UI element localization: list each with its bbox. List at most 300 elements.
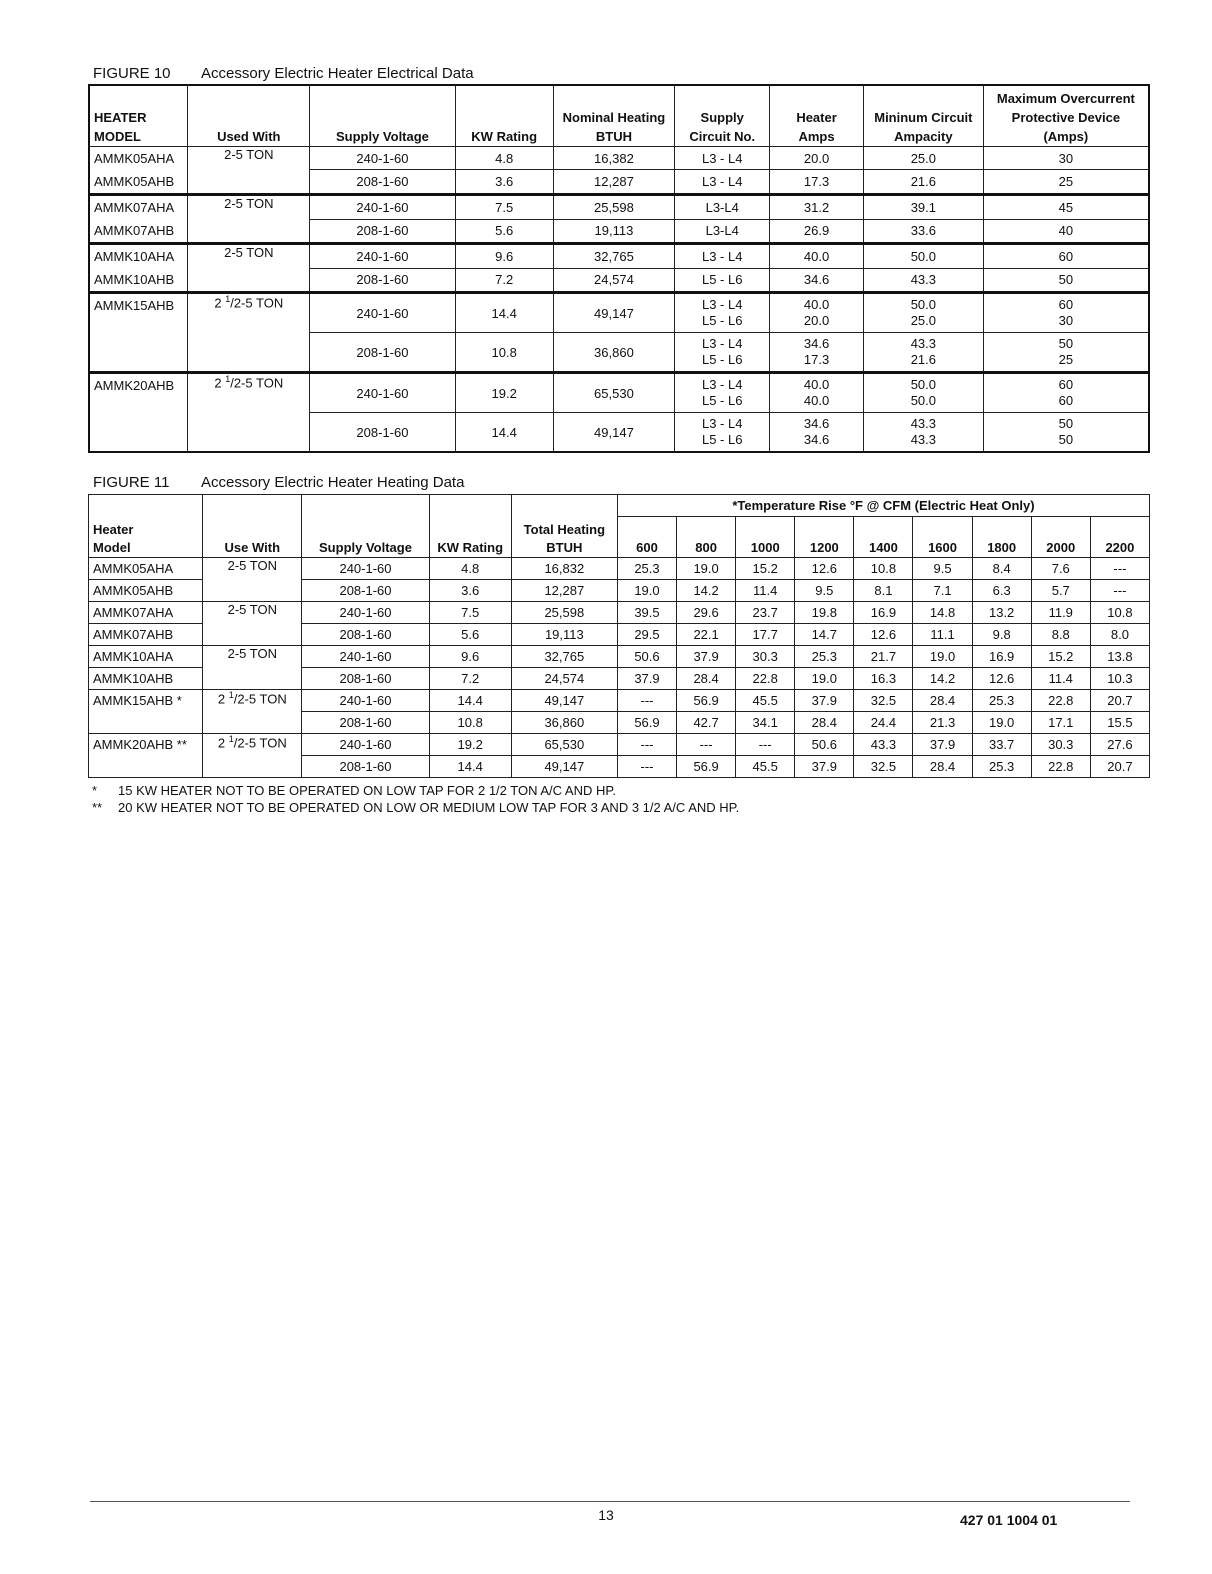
mocp-value: 60 xyxy=(1058,377,1074,392)
temp-rise-value: 32.5 xyxy=(854,690,913,712)
mca-cell xyxy=(863,333,983,373)
temp-rise-value: --- xyxy=(1090,580,1149,602)
supply-voltage: 208-1-60 xyxy=(302,668,429,690)
temp-rise-value: 7.1 xyxy=(913,580,972,602)
temp-rise-value: 20.7 xyxy=(1090,690,1149,712)
nominal-heating-btuh: 24,574 xyxy=(553,268,675,293)
heater-model: AMMK05AHB xyxy=(89,580,203,602)
mocp-value: 50 xyxy=(1058,416,1074,431)
temp-rise-value: 22.8 xyxy=(1031,756,1090,778)
nominal-heating-btuh: 49,147 xyxy=(553,413,675,453)
circuit-value: L5 - L6 xyxy=(701,313,743,328)
amps-value: 20.0 xyxy=(803,313,830,328)
circuit-value: L3 - L4 xyxy=(701,174,743,190)
circuit-cell xyxy=(675,170,770,195)
mocp-value: 45 xyxy=(1058,199,1074,215)
circuit-cell xyxy=(675,373,770,413)
total-heating-btuh: 36,860 xyxy=(511,712,617,734)
electrical-data-table xyxy=(88,84,1150,453)
heater-model: AMMK05AHA xyxy=(94,151,175,166)
mca-value: 39.1 xyxy=(910,199,936,215)
used-with-fraction: 1 xyxy=(228,734,234,744)
amps-value: 31.2 xyxy=(803,199,830,215)
heater-model xyxy=(89,712,203,734)
supply-voltage: 208-1-60 xyxy=(310,170,456,195)
used-with-cell xyxy=(188,195,310,244)
amps-cell xyxy=(770,170,864,195)
figure-11-label: FIGURE 11 xyxy=(93,474,170,491)
cfm-1000-header: 1000 xyxy=(736,517,795,558)
kw-rating: 14.4 xyxy=(455,413,553,453)
amps-cell xyxy=(770,373,864,413)
temp-rise-value: 19.0 xyxy=(913,646,972,668)
heater-model: AMMK15AHB * xyxy=(89,690,203,712)
table-row xyxy=(89,646,1150,668)
total-heating-btuh: 49,147 xyxy=(511,756,617,778)
kw-rating: 14.4 xyxy=(429,690,511,712)
figure-10-label: FIGURE 10 xyxy=(93,65,171,82)
footer-rule xyxy=(90,1501,1130,1502)
amps-value: 17.3 xyxy=(803,352,830,367)
mca-cell xyxy=(863,170,983,195)
nominal-heating-btuh: 12,287 xyxy=(553,170,675,195)
temp-rise-value: 25.3 xyxy=(617,558,676,580)
circuit-value: L3 - L4 xyxy=(701,377,743,392)
nominal-heating-btuh: 36,860 xyxy=(553,333,675,373)
mca-cell xyxy=(863,244,983,269)
temp-rise-value: 19.0 xyxy=(617,580,676,602)
used-with-cell xyxy=(203,734,302,778)
circuit-value: L3 - L4 xyxy=(701,297,743,312)
supply-voltage: 208-1-60 xyxy=(302,624,429,646)
kw-rating: 5.6 xyxy=(455,219,553,244)
temp-rise-value: 11.9 xyxy=(1031,602,1090,624)
total-heating-btuh: 16,832 xyxy=(511,558,617,580)
col-used-with: Used With xyxy=(188,85,310,147)
used-with-text-suffix: /2-5 TON xyxy=(230,295,284,311)
temp-rise-value: 6.3 xyxy=(972,580,1031,602)
cfm-1800-header: 1800 xyxy=(972,517,1031,558)
heater-model: AMMK05AHB xyxy=(94,174,175,189)
supply-voltage: 240-1-60 xyxy=(310,293,456,333)
temp-rise-value: 8.8 xyxy=(1031,624,1090,646)
mocp-value: 60 xyxy=(1058,393,1074,408)
supply-voltage: 240-1-60 xyxy=(310,147,456,170)
mca-value: 43.3 xyxy=(910,336,936,351)
temp-rise-value: 56.9 xyxy=(617,712,676,734)
mca-value: 43.3 xyxy=(910,272,936,288)
used-with-fraction: 1 xyxy=(225,294,231,304)
mca-value: 21.6 xyxy=(910,352,936,367)
cfm-600-header: 600 xyxy=(617,517,676,558)
temp-rise-value: 8.1 xyxy=(854,580,913,602)
col-heater-model: Heater Model xyxy=(89,495,203,558)
supply-voltage: 208-1-60 xyxy=(310,333,456,373)
mca-cell xyxy=(863,147,983,170)
cfm-1200-header: 1200 xyxy=(795,517,854,558)
amps-value: 34.6 xyxy=(803,416,830,431)
temp-rise-value: 14.2 xyxy=(677,580,736,602)
kw-rating: 19.2 xyxy=(429,734,511,756)
amps-value: 40.0 xyxy=(803,248,830,264)
temp-rise-value: 8.4 xyxy=(972,558,1031,580)
temp-rise-value: 19.0 xyxy=(972,712,1031,734)
used-with-text: 2-5 TON xyxy=(227,558,277,573)
total-heating-btuh: 49,147 xyxy=(511,690,617,712)
total-heating-btuh: 12,287 xyxy=(511,580,617,602)
used-with-text-suffix: /2-5 TON xyxy=(233,735,287,751)
temp-rise-value: 33.7 xyxy=(972,734,1031,756)
temp-rise-value: --- xyxy=(617,690,676,712)
supply-voltage: 240-1-60 xyxy=(302,646,429,668)
amps-value: 34.6 xyxy=(803,432,830,447)
temp-rise-value: 25.3 xyxy=(795,646,854,668)
temp-rise-value: 15.5 xyxy=(1090,712,1149,734)
mocp-value: 25 xyxy=(1058,352,1074,367)
mocp-value: 30 xyxy=(1058,313,1074,328)
supply-voltage: 208-1-60 xyxy=(310,268,456,293)
used-with-text: 2-5 TON xyxy=(224,147,274,162)
total-heating-btuh: 25,598 xyxy=(511,602,617,624)
kw-rating: 3.6 xyxy=(429,580,511,602)
temp-rise-value: 32.5 xyxy=(854,756,913,778)
mca-value: 50.0 xyxy=(910,377,936,392)
temp-rise-value: 22.1 xyxy=(677,624,736,646)
used-with-cell xyxy=(203,558,302,602)
amps-cell xyxy=(770,195,864,220)
amps-value: 40.0 xyxy=(803,393,830,408)
used-with-text: 2 xyxy=(214,295,226,311)
temp-rise-value: 13.8 xyxy=(1090,646,1149,668)
table-row xyxy=(89,244,1149,269)
table-row xyxy=(89,293,1149,333)
mocp-cell xyxy=(983,244,1149,269)
col-total-heating: Total Heating BTUH xyxy=(511,495,617,558)
supply-voltage: 208-1-60 xyxy=(302,712,429,734)
heater-model-cell xyxy=(89,244,188,293)
mocp-cell xyxy=(983,195,1149,220)
temp-rise-value: 56.9 xyxy=(677,756,736,778)
heater-model: AMMK20AHB xyxy=(94,378,175,393)
amps-cell xyxy=(770,147,864,170)
temp-rise-value: 27.6 xyxy=(1090,734,1149,756)
kw-rating: 4.8 xyxy=(455,147,553,170)
temp-rise-value: 25.3 xyxy=(972,756,1031,778)
amps-value: 26.9 xyxy=(803,223,830,239)
used-with-text-suffix: /2-5 TON xyxy=(233,691,287,707)
temp-rise-value: 24.4 xyxy=(854,712,913,734)
mocp-cell xyxy=(983,293,1149,333)
temp-rise-value: 56.9 xyxy=(677,690,736,712)
temp-rise-value: 37.9 xyxy=(795,690,854,712)
used-with-text: 2-5 TON xyxy=(224,245,274,260)
temp-rise-value: 29.6 xyxy=(677,602,736,624)
used-with-text: 2 xyxy=(214,375,226,391)
used-with-cell xyxy=(188,244,310,293)
amps-cell xyxy=(770,219,864,244)
amps-cell xyxy=(770,293,864,333)
temp-rise-value: 16.3 xyxy=(854,668,913,690)
col-kw-rating: KW Rating xyxy=(455,85,553,147)
mocp-cell xyxy=(983,333,1149,373)
temp-rise-value: 30.3 xyxy=(1031,734,1090,756)
table-row xyxy=(89,147,1149,170)
heater-model: AMMK07AHB xyxy=(94,223,175,238)
temp-rise-value: --- xyxy=(736,734,795,756)
page-number: 13 xyxy=(598,1507,614,1523)
mca-cell xyxy=(863,373,983,413)
mca-value: 43.3 xyxy=(910,416,936,431)
supply-voltage: 240-1-60 xyxy=(310,244,456,269)
temp-rise-value: 15.2 xyxy=(736,558,795,580)
temp-rise-value: 45.5 xyxy=(736,756,795,778)
cfm-2200-header: 2200 xyxy=(1090,517,1149,558)
circuit-value: L3-L4 xyxy=(705,199,739,215)
temp-rise-value: 28.4 xyxy=(913,690,972,712)
amps-value: 34.6 xyxy=(803,336,830,351)
temp-rise-value: 23.7 xyxy=(736,602,795,624)
mca-value: 43.3 xyxy=(910,432,936,447)
used-with-cell xyxy=(203,602,302,646)
col-nominal-heating: Nominal Heating BTUH xyxy=(553,85,675,147)
amps-value: 40.0 xyxy=(803,377,830,392)
mocp-value: 25 xyxy=(1058,174,1074,190)
used-with-cell xyxy=(188,373,310,453)
amps-cell xyxy=(770,268,864,293)
temp-rise-value: 12.6 xyxy=(795,558,854,580)
temp-rise-value: 22.8 xyxy=(736,668,795,690)
col-temperature-rise: *Temperature Rise °F @ CFM (Electric Heat Only) xyxy=(617,495,1149,517)
temp-rise-value: 14.2 xyxy=(913,668,972,690)
heater-model: AMMK07AHA xyxy=(89,602,203,624)
temp-rise-value: 17.7 xyxy=(736,624,795,646)
circuit-value: L3 - L4 xyxy=(701,336,743,351)
heating-header-row-1 xyxy=(89,495,1150,517)
mca-value: 50.0 xyxy=(910,393,936,408)
col-min-circuit-ampacity: Mininum Circuit Ampacity xyxy=(863,85,983,147)
circuit-value: L5 - L6 xyxy=(701,432,743,447)
mocp-cell xyxy=(983,147,1149,170)
temp-rise-value: 10.8 xyxy=(854,558,913,580)
used-with-text: 2 xyxy=(217,735,229,751)
mca-value: 25.0 xyxy=(910,150,936,166)
heating-data-table xyxy=(88,494,1150,778)
mocp-value: 60 xyxy=(1058,297,1074,312)
kw-rating: 9.6 xyxy=(429,646,511,668)
footnote-2: ** 20 KW HEATER NOT TO BE OPERATED ON LOW OR MEDIUM LOW TAP FOR 3 AND 3 1/2 A/C AND HP. xyxy=(92,800,740,815)
temp-rise-value: 21.7 xyxy=(854,646,913,668)
temp-rise-value: 11.4 xyxy=(1031,668,1090,690)
temp-rise-value: 43.3 xyxy=(854,734,913,756)
mocp-value: 60 xyxy=(1058,248,1074,264)
circuit-cell xyxy=(675,268,770,293)
temp-rise-value: 39.5 xyxy=(617,602,676,624)
mocp-cell xyxy=(983,268,1149,293)
table-row xyxy=(89,690,1150,712)
table-row xyxy=(89,195,1149,220)
heater-model: AMMK10AHB xyxy=(89,668,203,690)
supply-voltage: 208-1-60 xyxy=(302,580,429,602)
mca-cell xyxy=(863,219,983,244)
total-heating-btuh: 32,765 xyxy=(511,646,617,668)
temp-rise-value: 42.7 xyxy=(677,712,736,734)
heater-model: AMMK07AHA xyxy=(94,200,175,215)
temp-rise-value: 19.8 xyxy=(795,602,854,624)
supply-voltage: 208-1-60 xyxy=(310,413,456,453)
temp-rise-value: 8.0 xyxy=(1090,624,1149,646)
temp-rise-value: 10.8 xyxy=(1090,602,1149,624)
col-use-with: Use With xyxy=(203,495,302,558)
table-row xyxy=(89,734,1150,756)
col-supply-voltage: Supply Voltage xyxy=(310,85,456,147)
amps-value: 40.0 xyxy=(803,297,830,312)
table-row xyxy=(89,602,1150,624)
supply-voltage: 240-1-60 xyxy=(302,690,429,712)
figure-10-caption: Accessory Electric Heater Electrical Data xyxy=(201,65,474,82)
temp-rise-value: --- xyxy=(617,756,676,778)
mocp-value: 30 xyxy=(1058,150,1074,166)
footnotes xyxy=(92,782,739,816)
electrical-header-row xyxy=(89,85,1149,147)
temp-rise-value: --- xyxy=(677,734,736,756)
mocp-value: 50 xyxy=(1058,336,1074,351)
heater-model: AMMK10AHA xyxy=(89,646,203,668)
temp-rise-value: 37.9 xyxy=(795,756,854,778)
col-max-overcurrent: Maximum Overcurrent Protective Device (Amps) xyxy=(983,85,1149,147)
temp-rise-value: --- xyxy=(617,734,676,756)
temp-rise-value: 28.4 xyxy=(795,712,854,734)
mocp-cell xyxy=(983,219,1149,244)
kw-rating: 4.8 xyxy=(429,558,511,580)
heater-model: AMMK15AHB xyxy=(94,298,175,313)
temp-rise-value: 11.4 xyxy=(736,580,795,602)
circuit-value: L3 - L4 xyxy=(701,150,743,166)
temp-rise-value: 10.3 xyxy=(1090,668,1149,690)
amps-value: 20.0 xyxy=(803,150,830,166)
supply-voltage: 240-1-60 xyxy=(310,195,456,220)
heater-model: AMMK05AHA xyxy=(89,558,203,580)
temp-rise-value: 34.1 xyxy=(736,712,795,734)
temp-rise-value: 37.9 xyxy=(913,734,972,756)
used-with-text-suffix: /2-5 TON xyxy=(230,375,284,391)
circuit-cell xyxy=(675,195,770,220)
used-with-text: 2-5 TON xyxy=(227,646,277,661)
figure-11-title xyxy=(93,474,464,491)
circuit-cell xyxy=(675,147,770,170)
mca-cell xyxy=(863,413,983,453)
col-heater-amps: Heater Amps xyxy=(770,85,864,147)
heater-model: AMMK20AHB ** xyxy=(89,734,203,756)
temp-rise-value: 13.2 xyxy=(972,602,1031,624)
circuit-value: L5 - L6 xyxy=(701,272,743,288)
amps-value: 17.3 xyxy=(803,174,830,190)
temp-rise-value: 9.5 xyxy=(913,558,972,580)
nominal-heating-btuh: 25,598 xyxy=(553,195,675,220)
cfm-800-header: 800 xyxy=(677,517,736,558)
mca-value: 21.6 xyxy=(910,174,936,190)
circuit-value: L3 - L4 xyxy=(701,416,743,431)
temp-rise-value: 29.5 xyxy=(617,624,676,646)
heater-model-cell xyxy=(89,195,188,244)
figure-11-caption: Accessory Electric Heater Heating Data xyxy=(201,474,465,491)
amps-cell xyxy=(770,244,864,269)
temp-rise-value: 15.2 xyxy=(1031,646,1090,668)
kw-rating: 3.6 xyxy=(455,170,553,195)
col-supply-circuit: Supply Circuit No. xyxy=(675,85,770,147)
used-with-cell xyxy=(188,293,310,373)
col-supply-voltage: Supply Voltage xyxy=(302,495,429,558)
col-heater-model: HEATER MODEL xyxy=(89,85,188,147)
used-with-fraction: 1 xyxy=(225,374,231,384)
kw-rating: 7.2 xyxy=(429,668,511,690)
kw-rating: 10.8 xyxy=(455,333,553,373)
temp-rise-value: --- xyxy=(1090,558,1149,580)
table-row xyxy=(89,558,1150,580)
circuit-value: L3-L4 xyxy=(705,223,739,239)
temp-rise-value: 9.5 xyxy=(795,580,854,602)
used-with-fraction: 1 xyxy=(228,690,234,700)
mocp-cell xyxy=(983,413,1149,453)
temp-rise-value: 11.1 xyxy=(913,624,972,646)
temp-rise-value: 20.7 xyxy=(1090,756,1149,778)
kw-rating: 7.5 xyxy=(455,195,553,220)
circuit-value: L5 - L6 xyxy=(701,352,743,367)
kw-rating: 14.4 xyxy=(455,293,553,333)
mca-value: 33.6 xyxy=(910,223,936,239)
circuit-cell xyxy=(675,244,770,269)
cfm-1600-header: 1600 xyxy=(913,517,972,558)
temp-rise-value: 50.6 xyxy=(795,734,854,756)
total-heating-btuh: 24,574 xyxy=(511,668,617,690)
temp-rise-value: 28.4 xyxy=(677,668,736,690)
cfm-2000-header: 2000 xyxy=(1031,517,1090,558)
kw-rating: 5.6 xyxy=(429,624,511,646)
temp-rise-value: 37.9 xyxy=(677,646,736,668)
supply-voltage: 240-1-60 xyxy=(310,373,456,413)
temp-rise-value: 14.7 xyxy=(795,624,854,646)
mocp-value: 50 xyxy=(1058,272,1074,288)
heater-model: AMMK07AHB xyxy=(89,624,203,646)
temp-rise-value: 12.6 xyxy=(972,668,1031,690)
table-row xyxy=(89,373,1149,413)
col-kw-rating: KW Rating xyxy=(429,495,511,558)
mca-cell xyxy=(863,268,983,293)
circuit-value: L3 - L4 xyxy=(701,248,743,264)
temp-rise-value: 16.9 xyxy=(854,602,913,624)
heater-model: AMMK10AHA xyxy=(94,249,175,264)
used-with-cell xyxy=(203,646,302,690)
temp-rise-value: 9.8 xyxy=(972,624,1031,646)
temp-rise-value: 7.6 xyxy=(1031,558,1090,580)
nominal-heating-btuh: 32,765 xyxy=(553,244,675,269)
used-with-cell xyxy=(188,147,310,195)
temp-rise-value: 37.9 xyxy=(617,668,676,690)
mca-value: 25.0 xyxy=(910,313,936,328)
mca-value: 50.0 xyxy=(910,248,936,264)
document-number: 427 01 1004 01 xyxy=(960,1512,1058,1528)
used-with-cell xyxy=(203,690,302,734)
amps-cell xyxy=(770,413,864,453)
heater-model-cell xyxy=(89,147,188,195)
used-with-text: 2 xyxy=(217,691,229,707)
mocp-value: 50 xyxy=(1058,432,1074,447)
temp-rise-value: 28.4 xyxy=(913,756,972,778)
total-heating-btuh: 19,113 xyxy=(511,624,617,646)
temp-rise-value: 19.0 xyxy=(677,558,736,580)
temp-rise-value: 50.6 xyxy=(617,646,676,668)
circuit-cell xyxy=(675,333,770,373)
kw-rating: 14.4 xyxy=(429,756,511,778)
